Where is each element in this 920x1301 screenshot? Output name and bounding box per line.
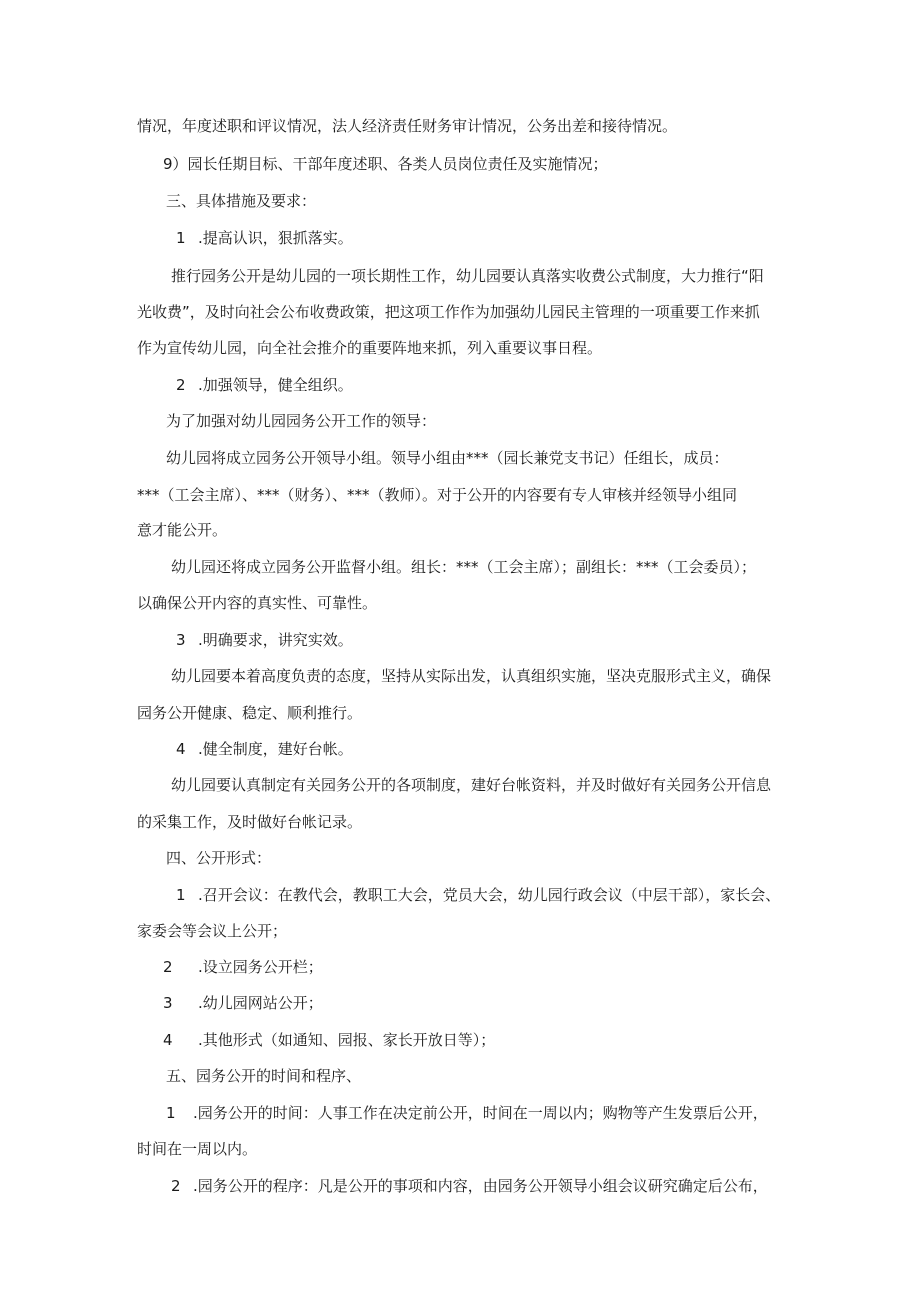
item-number: 2: [176, 376, 186, 394]
text-line: .召开会议：在教代会，教职工大会，党员大会，幼儿园行政会议（中层干部），家长会、: [198, 886, 781, 904]
item-number: 4: [163, 1031, 173, 1049]
text-line: .设立园务公开栏；: [198, 958, 323, 976]
text-line: 以确保公开内容的真实性、可靠性。: [137, 594, 378, 612]
text-line: 幼儿园还将成立园务公开监督小组。组长：***（工会主席）；副组长：***（工会委员）；: [171, 558, 757, 576]
text-line: .明确要求，讲究实效。: [198, 631, 353, 649]
text-line: 9）园长任期目标、干部年度述职、各类人员岗位责任及实施情况；: [163, 155, 608, 173]
text-line: .幼儿园网站公开；: [198, 994, 323, 1012]
text-line: .健全制度，建好台帐。: [198, 740, 353, 758]
item-number: 2: [163, 958, 173, 976]
item-number: 2: [171, 1177, 181, 1195]
item-number: 1: [176, 886, 186, 904]
item-number: 1: [176, 229, 186, 247]
section-heading: 四、公开形式：: [166, 849, 272, 867]
text-line: 的采集工作，及时做好台帐记录。: [137, 813, 363, 831]
text-line: 家委会等会议上公开；: [137, 922, 288, 940]
item-number: 1: [166, 1104, 176, 1122]
text-line: 推行园务公开是幼儿园的一项长期性工作，幼儿园要认真落实收费公式制度，大力推行“阳: [171, 267, 764, 285]
item-number: 3: [163, 994, 173, 1012]
text-line: 情况，年度述职和评议情况，法人经济责任财务审计情况，公务出差和接待情况。: [137, 117, 678, 135]
item-number: 3: [176, 631, 186, 649]
text-line: .园务公开的时间：人事工作在决定前公开，时间在一周以内；购物等产生发票后公开，: [193, 1104, 768, 1122]
text-line: .园务公开的程序：凡是公开的事项和内容，由园务公开领导小组会议研究确定后公布，: [193, 1177, 768, 1195]
text-line: 光收费”，及时向社会公布收费政策，把这项工作作为加强幼儿园民主管理的一项重要工作来抓: [137, 303, 760, 321]
text-line: 为了加强对幼儿园园务公开工作的领导：: [166, 412, 437, 430]
text-line: 幼儿园将成立园务公开领导小组。领导小组由***（园长兼党支书记）任组长，成员：: [166, 449, 729, 467]
text-line: .其他形式（如通知、园报、家长开放日等）；: [198, 1031, 496, 1049]
text-line: 时间在一周以内。: [137, 1140, 258, 1158]
section-heading: 五、园务公开的时间和程序、: [166, 1067, 362, 1085]
text-line: 幼儿园要认真制定有关园务公开的各项制度，建好台帐资料，并及时做好有关园务公开信息: [171, 776, 772, 794]
text-line: .提高认识，狠抓落实。: [198, 229, 353, 247]
item-number: 4: [176, 740, 186, 758]
text-line: 幼儿园要本着高度负责的态度，坚持从实际出发，认真组织实施，坚决克服形式主义，确保: [171, 667, 772, 685]
text-line: 作为宣传幼儿园，向全社会推介的重要阵地来抓，列入重要议事日程。: [137, 339, 603, 357]
text-line: 园务公开健康、稳定、顺利推行。: [137, 704, 363, 722]
text-line: ***（工会主席）、***（财务）、***（教师）。对于公开的内容要有专人审核并经领导小组同: [137, 486, 738, 504]
section-heading: 三、具体措施及要求：: [166, 192, 317, 210]
text-line: .加强领导，健全组织。: [198, 376, 353, 394]
text-line: 意才能公开。: [137, 521, 228, 539]
